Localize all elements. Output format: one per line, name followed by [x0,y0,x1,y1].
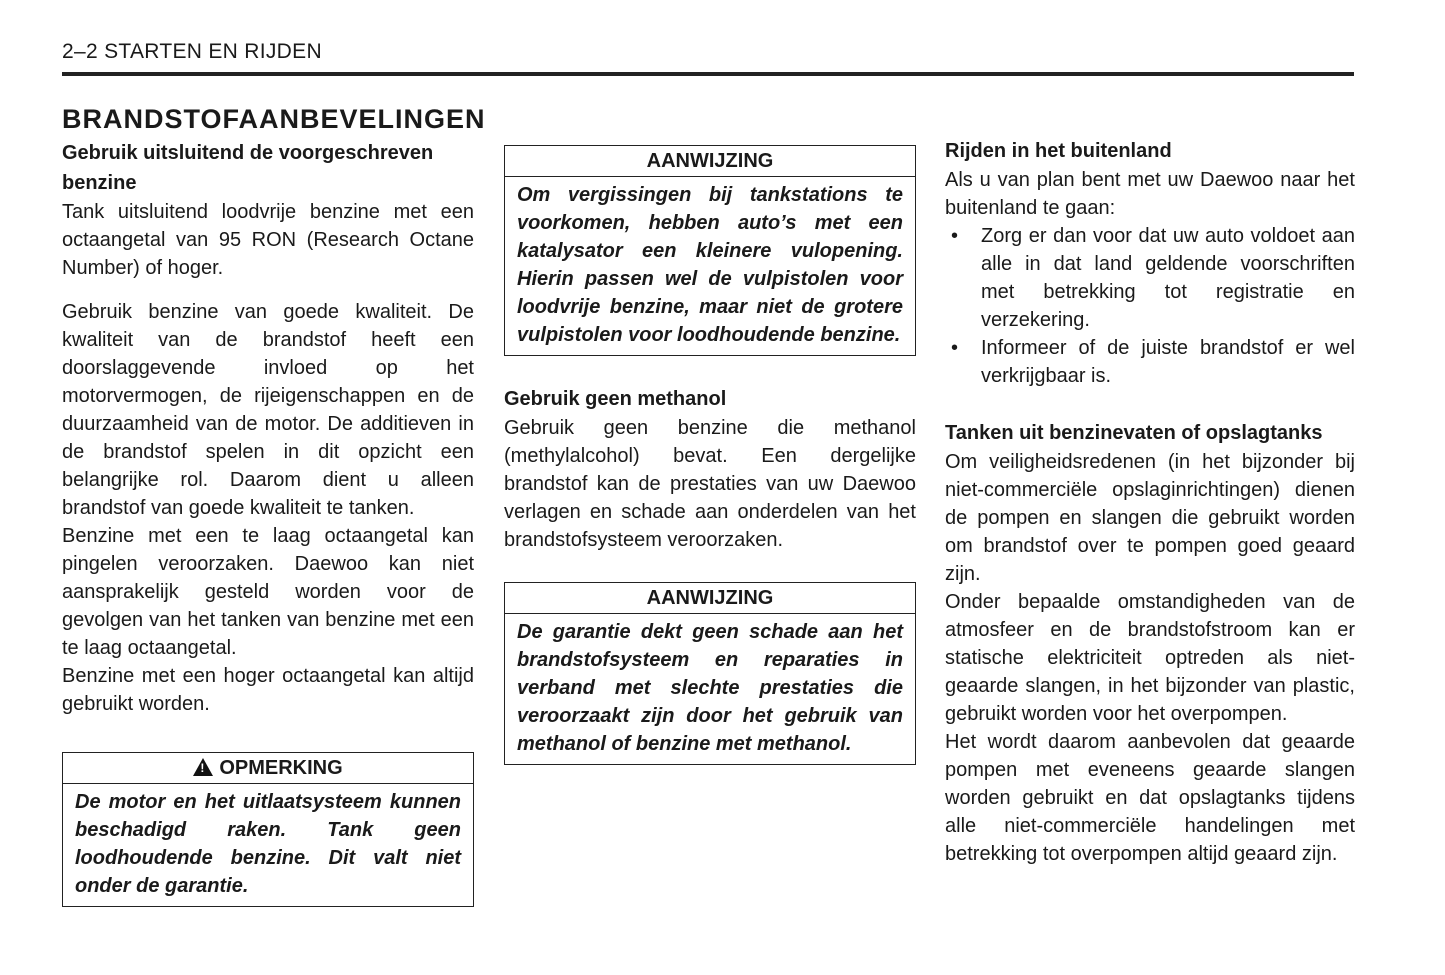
list-item: • Informeer of de juiste brandstof er wel verkrijgbaar is. [945,334,1355,390]
note-body: De garantie dekt geen schade aan het brandstofsysteem en reparaties in verband met slechte prestaties die veroorzaakt zijn door het gebruik van methanol of benzine met methanol. [517,621,903,755]
right-column [945,136,1355,868]
paragraph: Om veiligheidsredenen (in het bijzonder bij niet-commerciële opslaginrichtingen) dienen de pompen en slangen die gebruikt worden om brandstof over te pompen goed geaard zijn. [945,451,1355,585]
paragraph: Benzine met een te laag octaangetal kan pingelen veroorzaken. Daewoo kan niet aansprakelijk gesteld worden voor de gevolgen van het tanken van benzine met een te laag octaangetal. [62,525,474,659]
notice-box [62,752,474,907]
heading: Tanken uit benzinevaten of opslagtanks [945,422,1323,444]
note-box [504,145,916,356]
notice-body: De motor en het uitlaatsysteem kunnen beschadigd raken. Tank geen loodhoudende benzine. Dit valt niet onder de garantie. [75,791,461,897]
paragraph: Gebruik benzine van goede kwaliteit. De kwaliteit van de brandstof heeft een doorslaggevende invloed op het motorvermogen, de rijeigenschappen en de duurzaamheid van de motor. De additieven in de brandstof spelen in dit opzicht een belangrijke rol. Daarom dient u alleen brandstof van goede kwaliteit te tanken. [62,301,474,519]
middle-column [504,145,916,765]
paragraph: Gebruik geen benzine die methanol (methylalcohol) bevat. Een dergelijke brandstof kan de prestaties van uw Daewoo verlagen en schade aan onderdelen van het brandstofsysteem veroorzaken. [504,417,916,551]
running-head: 2–2 STARTEN EN RIJDEN [62,40,322,63]
section-title: BRANDSTOFAANBEVELINGEN [62,104,486,134]
note-box [504,582,916,765]
paragraph: Het wordt daarom aanbevolen dat geaarde pompen met eveneens geaarde slangen worden gebruikt en dat opslagtanks tijdens alle niet-commerciële handelingen met betrekking tot overpompen altijd geaard zijn. [945,731,1355,865]
note-title: AANWIJZING [505,146,915,177]
note-title: AANWIJZING [505,583,915,614]
list-item: • Zorg er dan voor dat uw auto voldoet aan alle in dat land geldende voorschriften met betrekking tot registratie en verzekering. [945,222,1355,334]
warning-icon [193,758,213,776]
heading: Rijden in het buitenland [945,140,1172,162]
paragraph: Tank uitsluitend loodvrije benzine met een octaangetal van 95 RON (Research Octane Number) of hoger. [62,201,474,279]
paragraph: Benzine met een hoger octaangetal kan altijd gebruikt worden. [62,665,474,715]
left-column [62,104,486,907]
paragraph: Als u van plan bent met uw Daewoo naar het buitenland te gaan: [945,169,1355,219]
bullet-list [945,222,1355,390]
heading: Gebruik geen methanol [504,388,727,410]
subtitle: Gebruik uitsluitend de voorgeschreven benzine [62,142,434,194]
notice-title: OPMERKING [219,757,343,779]
paragraph: Onder bepaalde omstandigheden van de atmosfeer en de brandstofstroom kan er statische elektriciteit optreden als niet-geaarde slangen, in het bijzonder van plastic, gebruikt worden voor het overpompen. [945,591,1355,725]
header-rule [62,72,1354,76]
note-body: Om vergissingen bij tankstations te voorkomen, hebben auto’s met een katalysator een kleinere vulopening. Hierin passen wel de vulpistolen voor loodvrije benzine, maar niet de grotere vulpistolen voor loodhoudende benzine. [517,184,903,346]
